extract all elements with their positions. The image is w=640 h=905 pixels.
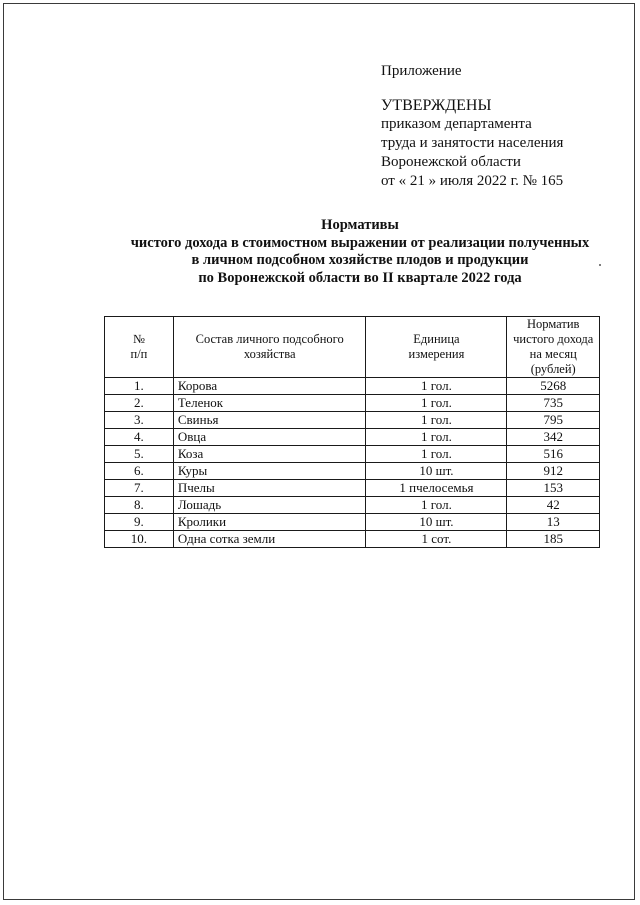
header-number: № п/п xyxy=(105,317,174,378)
approval-line: приказом департамента xyxy=(381,116,532,132)
approval-block xyxy=(381,62,563,191)
cell-unit: 1 гол. xyxy=(366,378,507,395)
cell-norm: 153 xyxy=(507,480,600,497)
table-row xyxy=(105,429,600,446)
cell-composition: Пчелы xyxy=(173,480,366,497)
header-composition: Состав личного подсобного хозяйства xyxy=(173,317,366,378)
header-unit: Единица измерения xyxy=(366,317,507,378)
cell-unit: 1 гол. xyxy=(366,497,507,514)
cell-composition: Свинья xyxy=(173,412,366,429)
cell-composition: Коза xyxy=(173,446,366,463)
cell-norm: 5268 xyxy=(507,378,600,395)
cell-number: 4. xyxy=(105,429,174,446)
cell-unit: 1 гол. xyxy=(366,429,507,446)
approved-label: УТВЕРЖДЕНЫ xyxy=(381,97,492,114)
approval-line: труда и занятости населения xyxy=(381,135,564,151)
cell-number: 2. xyxy=(105,395,174,412)
cell-composition: Лошадь xyxy=(173,497,366,514)
table-row xyxy=(105,463,600,480)
annex-label: Приложение xyxy=(381,63,462,79)
cell-norm: 912 xyxy=(507,463,600,480)
title-line: чистого дохода в стоимостном выражении от реализации полученных xyxy=(130,234,590,251)
cell-norm: 795 xyxy=(507,412,600,429)
cell-number: 10. xyxy=(105,531,174,548)
approval-order-date: от « 21 » июля 2022 г. № 165 xyxy=(381,173,564,189)
cell-norm: 13 xyxy=(507,514,600,531)
title-line: по Воронежской области во II квартале 2022 года xyxy=(198,269,522,286)
cell-unit: 1 сот. xyxy=(366,531,507,548)
cell-norm: 735 xyxy=(507,395,600,412)
document-title xyxy=(100,217,620,287)
cell-composition: Овца xyxy=(173,429,366,446)
cell-norm: 185 xyxy=(507,531,600,548)
cell-number: 8. xyxy=(105,497,174,514)
cell-unit: 1 гол. xyxy=(366,412,507,429)
cell-composition: Корова xyxy=(173,378,366,395)
cell-composition: Теленок xyxy=(173,395,366,412)
cell-unit: 10 шт. xyxy=(366,463,507,480)
cell-norm: 516 xyxy=(507,446,600,463)
table-row xyxy=(105,480,600,497)
cell-unit: 1 пчелосемья xyxy=(366,480,507,497)
cell-composition: Одна сотка земли xyxy=(173,531,366,548)
table-row xyxy=(105,446,600,463)
table-row xyxy=(105,514,600,531)
table-body xyxy=(105,378,600,548)
cell-number: 1. xyxy=(105,378,174,395)
scan-speck xyxy=(599,264,601,266)
cell-norm: 342 xyxy=(507,429,600,446)
cell-unit: 1 гол. xyxy=(366,446,507,463)
table-row xyxy=(105,531,600,548)
cell-number: 7. xyxy=(105,480,174,497)
header-norm: Норматив чистого дохода на месяц (рублей) xyxy=(507,317,600,378)
cell-composition: Кролики xyxy=(173,514,366,531)
cell-number: 5. xyxy=(105,446,174,463)
table-row xyxy=(105,412,600,429)
title-line: Нормативы xyxy=(321,217,399,233)
norms-table xyxy=(104,316,600,548)
cell-unit: 10 шт. xyxy=(366,514,507,531)
table-header-row xyxy=(105,317,600,378)
table-row xyxy=(105,378,600,395)
title-line: в личном подсобном хозяйстве плодов и продукции xyxy=(191,252,529,268)
cell-number: 3. xyxy=(105,412,174,429)
table-row xyxy=(105,395,600,412)
cell-unit: 1 гол. xyxy=(366,395,507,412)
table-row xyxy=(105,497,600,514)
cell-composition: Куры xyxy=(173,463,366,480)
approval-line: Воронежской области xyxy=(381,154,521,170)
cell-number: 9. xyxy=(105,514,174,531)
cell-norm: 42 xyxy=(507,497,600,514)
cell-number: 6. xyxy=(105,463,174,480)
